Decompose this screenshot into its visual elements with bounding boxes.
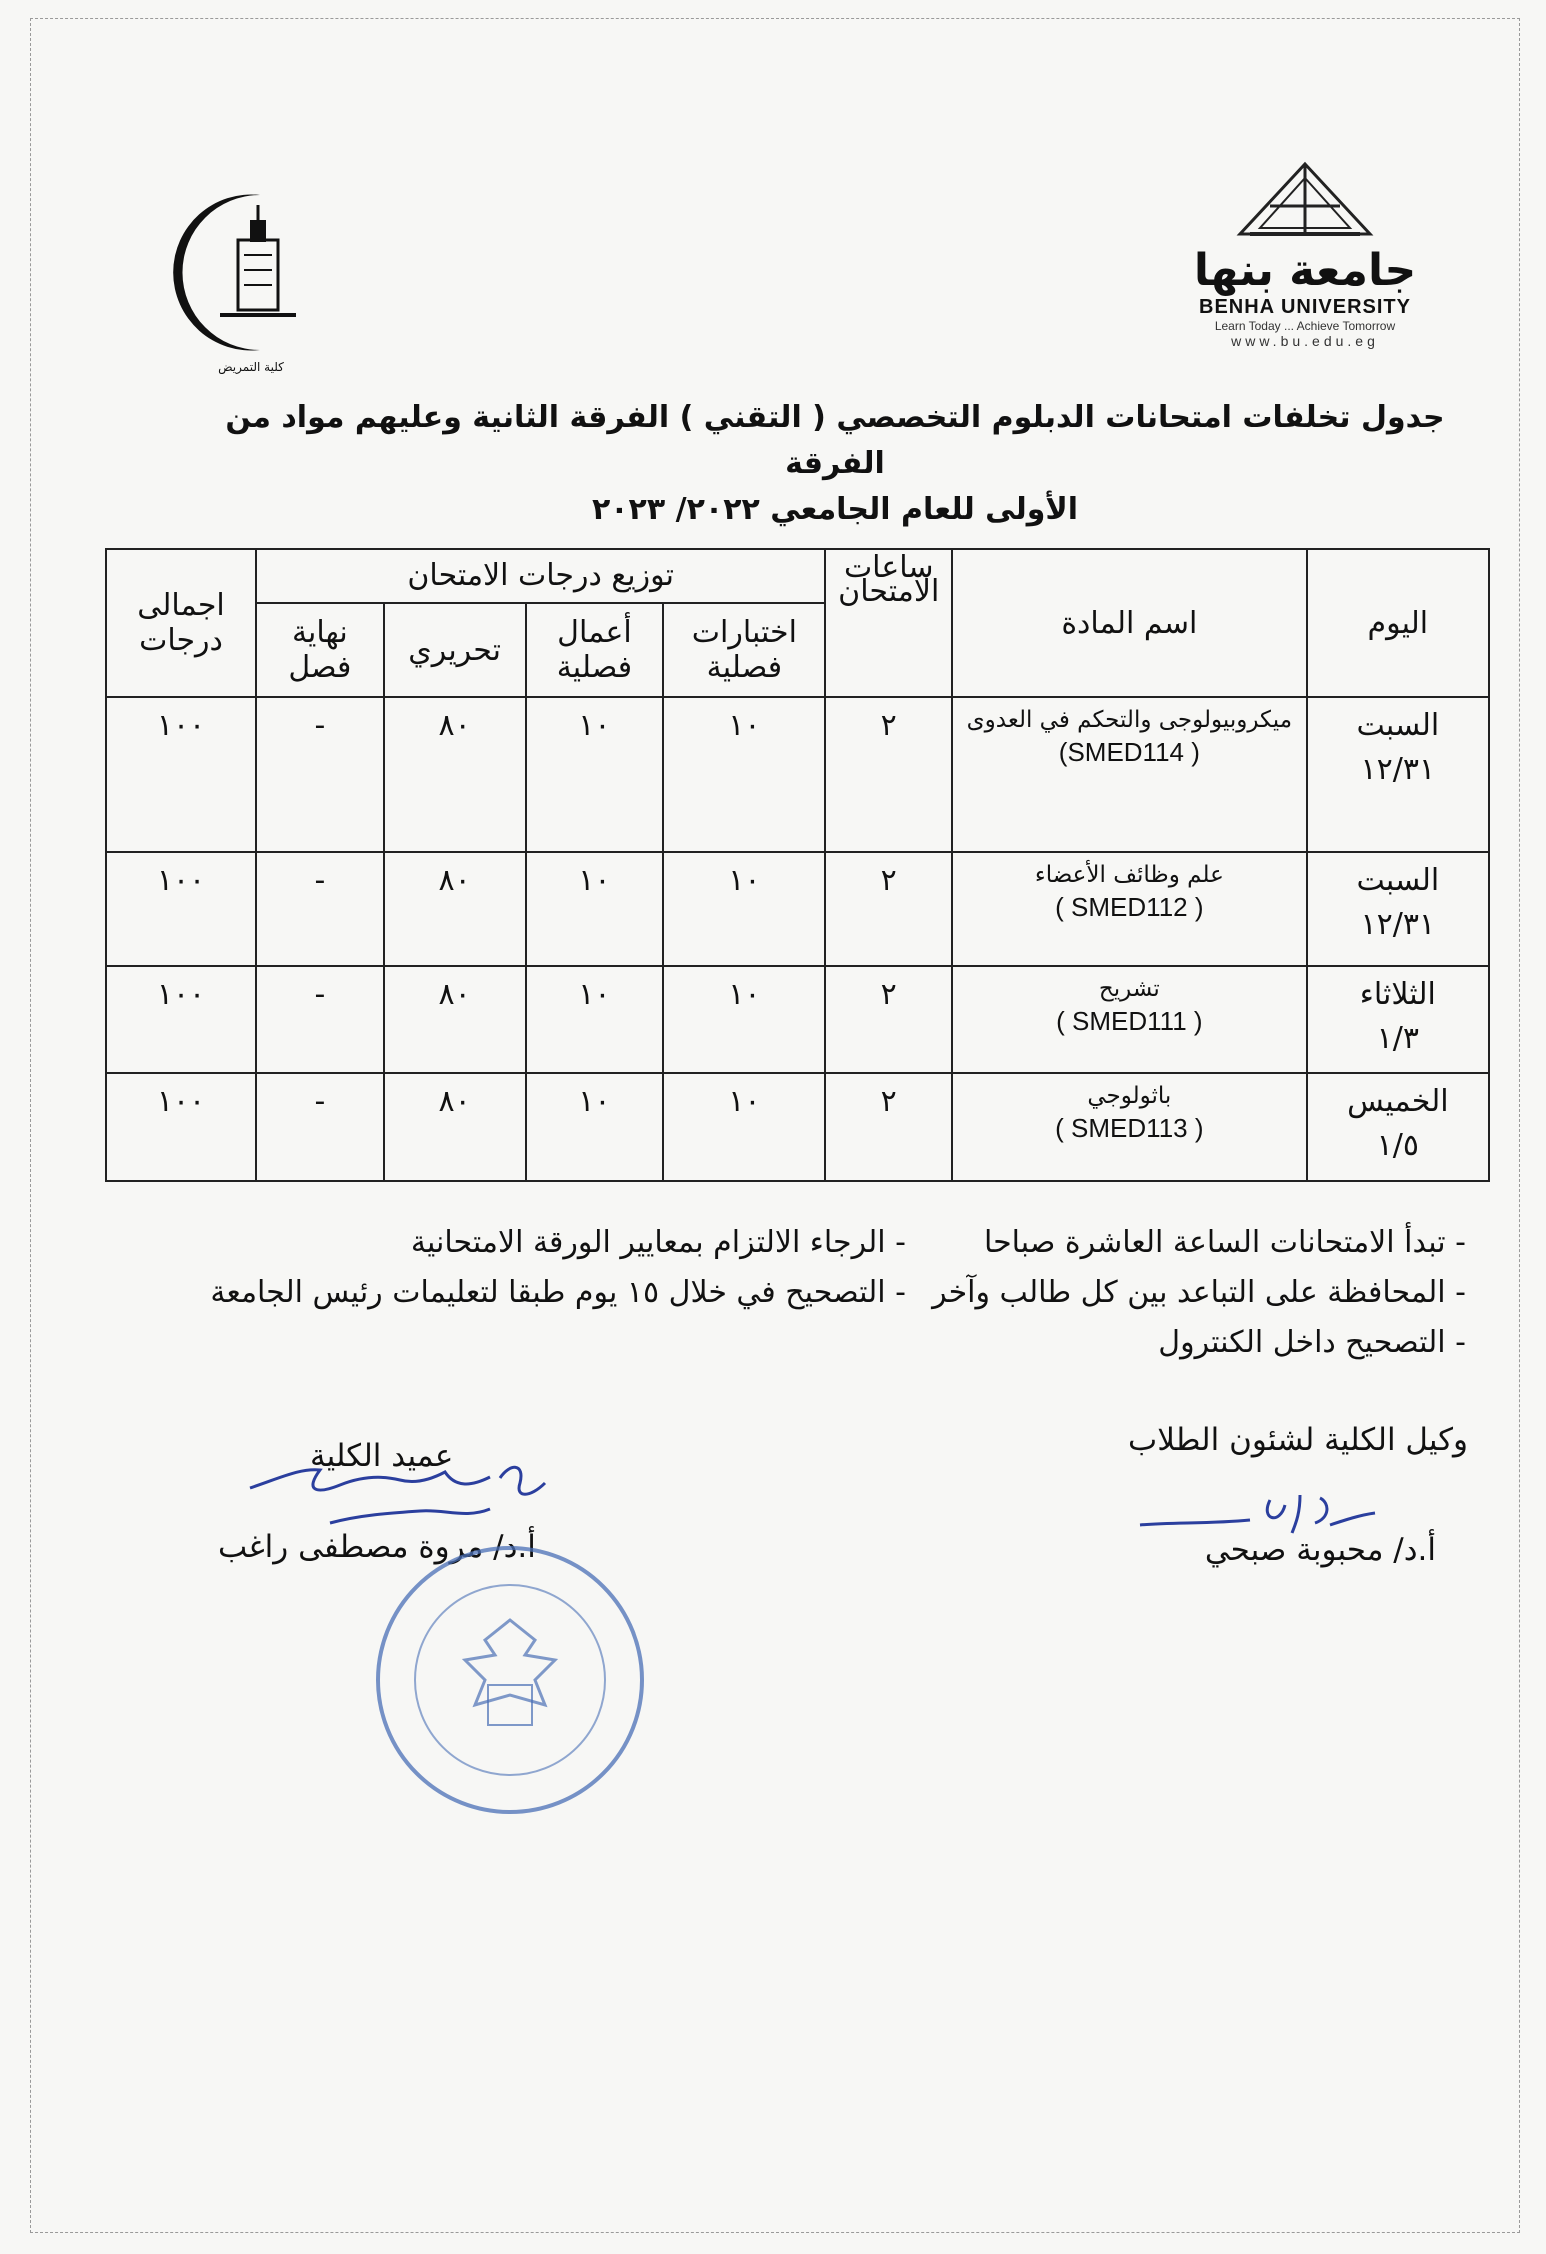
note-item: - التصحيح داخل الكنترول: [1158, 1325, 1466, 1360]
subject-cell: [952, 966, 1307, 1073]
quizzes-cell: ١٠: [663, 1073, 825, 1181]
quizzes-cell: ١٠: [663, 697, 825, 852]
subject-cell: [952, 852, 1307, 966]
note-item: - التصحيح في خلال ١٥ يوم طبقا لتعليمات رئيس الجامعة: [210, 1275, 906, 1310]
notes-left-column: [206, 1218, 906, 1318]
university-name-english: BENHA UNIVERSITY: [1199, 296, 1411, 318]
final-cell: -: [256, 697, 384, 852]
benha-university-logo: [1170, 160, 1440, 390]
subject-code: ( SMED112 ): [1055, 892, 1204, 923]
faculty-caption: كلية التمريض: [218, 360, 284, 374]
subject-name: علم وظائف الأعضاء: [1034, 862, 1224, 889]
written-cell: ٨٠: [384, 1073, 526, 1181]
total-cell: ١٠٠: [106, 966, 256, 1073]
exam-date: ١٢/٣١: [1360, 907, 1436, 943]
hours-cell: ٢: [825, 1073, 952, 1181]
pyramid-emblem-icon: [1230, 160, 1380, 240]
header-hours: ساعات الامتحان: [825, 549, 952, 697]
subject-cell: [952, 697, 1307, 852]
subject-name: باثولوجي: [1087, 1083, 1172, 1110]
official-stamp-icon: [370, 1535, 650, 1825]
table-row: [106, 697, 1489, 852]
university-name-arabic: جامعة بنها: [1193, 245, 1417, 296]
day-cell: [1307, 697, 1489, 852]
written-cell: ٨٠: [384, 966, 526, 1073]
note-item: - الرجاء الالتزام بمعايير الورقة الامتحانية: [410, 1225, 906, 1260]
subject-code: ( SMED113 ): [1055, 1113, 1204, 1144]
header-final: نهاية فصل: [256, 603, 384, 698]
subject-code: ( SMED114): [1058, 737, 1200, 768]
coursework-cell: ١٠: [526, 697, 664, 852]
vice-dean-title: وكيل الكلية لشئون الطلاب: [1128, 1422, 1468, 1458]
note-item: - المحافظة على التباعد بين كل طالب وآخر: [932, 1275, 1466, 1310]
final-cell: -: [256, 1073, 384, 1181]
table-row: [106, 966, 1489, 1073]
vice-dean-name: أ.د/ محبوبة صبحي: [1204, 1532, 1436, 1568]
quizzes-cell: ١٠: [663, 852, 825, 966]
table-row: [106, 852, 1489, 966]
title-line-2: الأولى للعام الجامعي ٢٠٢٢/ ٢٠٢٣: [591, 492, 1079, 527]
total-cell: ١٠٠: [106, 697, 256, 852]
header-subject: اسم المادة: [952, 549, 1307, 697]
coursework-cell: ١٠: [526, 1073, 664, 1181]
coursework-cell: ١٠: [526, 852, 664, 966]
table-row: [106, 1073, 1489, 1181]
final-cell: -: [256, 966, 384, 1073]
header-quizzes: اختبارات فصلية: [663, 603, 825, 698]
quizzes-cell: ١٠: [663, 966, 825, 1073]
exam-date: ١/٣: [1376, 1021, 1419, 1056]
header-coursework: أعمال فصلية: [526, 603, 664, 698]
day-cell: [1307, 1073, 1489, 1181]
total-cell: ١٠٠: [106, 852, 256, 966]
university-website: www.bu.edu.eg: [1231, 333, 1379, 349]
written-cell: ٨٠: [384, 852, 526, 966]
faculty-of-nursing-logo: [160, 185, 335, 380]
coursework-cell: ١٠: [526, 966, 664, 1073]
subject-cell: [952, 1073, 1307, 1181]
total-cell: ١٠٠: [106, 1073, 256, 1181]
university-tagline: Learn Today ... Achieve Tomorrow: [1214, 319, 1396, 333]
subject-name: تشريح: [1098, 976, 1160, 1002]
day-name: الثلاثاء: [1359, 977, 1436, 1012]
subject-name: ميكروبيولوجى والتحكم في العدوى: [966, 707, 1293, 734]
day-name: السبت: [1356, 863, 1440, 899]
hours-cell: ٢: [825, 966, 952, 1073]
hours-cell: ٢: [825, 697, 952, 852]
day-name: الخميس: [1347, 1084, 1449, 1120]
day-name: السبت: [1356, 708, 1440, 744]
header-total: اجمالى درجات: [106, 549, 256, 697]
final-cell: -: [256, 852, 384, 966]
written-cell: ٨٠: [384, 697, 526, 852]
hours-cell: ٢: [825, 852, 952, 966]
subject-code: ( SMED111 ): [1056, 1006, 1203, 1036]
document-title: [200, 395, 1470, 533]
exam-schedule-table: [105, 548, 1490, 1182]
exam-date: ١/٥: [1376, 1128, 1419, 1164]
exam-date: ١٢/٣١: [1360, 752, 1436, 788]
note-item: - تبدأ الامتحانات الساعة العاشرة صباحا: [983, 1225, 1466, 1260]
header-distribution: توزيع درجات الامتحان: [256, 549, 825, 603]
title-line-1: جدول تخلفات امتحانات الدبلوم التخصصي ( التقني ) الفرقة الثانية وعليهم مواد من الفرقة: [225, 400, 1445, 481]
header-day: اليوم: [1307, 549, 1489, 697]
crescent-seal-icon: [160, 185, 335, 360]
day-cell: [1307, 852, 1489, 966]
dean-signature: [240, 1448, 620, 1538]
header-written: تحريري: [384, 603, 526, 698]
day-cell: [1307, 966, 1489, 1073]
dean-name: أ.د/ مروة مصطفى راغب: [218, 1529, 536, 1565]
dean-title: عميد الكلية: [310, 1438, 454, 1474]
